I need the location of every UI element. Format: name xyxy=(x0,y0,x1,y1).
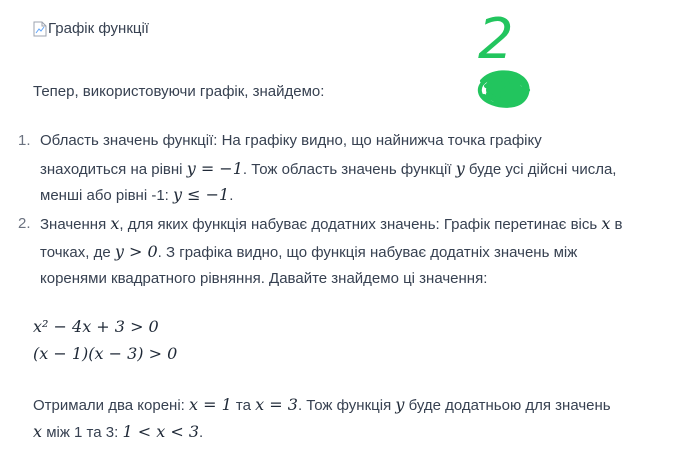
math-inline: y xyxy=(455,159,465,178)
image-alt-text: Графік функції xyxy=(48,20,149,37)
handwritten-digit: 2 xyxy=(478,7,514,72)
math-inline: x xyxy=(601,214,611,233)
math-inline: x = 1 xyxy=(188,395,232,414)
handwritten-annotation xyxy=(470,6,550,116)
equation-1: x² − 4x + 3 > 0 xyxy=(33,317,159,336)
conclusion-line2: x між 1 та 3: 1 < x < 3. xyxy=(33,422,204,441)
math-inline: 1 < x < 3 xyxy=(122,422,199,441)
item2-line3: коренями квадратного рівняння. Давайте знайдемо ці значення: xyxy=(40,270,488,287)
math-inline: y > 0 xyxy=(114,242,158,261)
item1-line3: менші або рівні -1: y ≤ −1. xyxy=(40,185,234,204)
item1-line2: знаходиться на рівні y = −1. Тож область значень функції y буде усі дійсні числа, xyxy=(40,159,617,178)
item1-line1: Область значень функції: На графіку видно, що найнижча точка графіку xyxy=(40,132,542,149)
item2-line2: точках, де y > 0. З графіка видно, що функція набуває додатніх значень між xyxy=(40,242,578,261)
math-inline: y xyxy=(395,395,405,414)
math-inline: x xyxy=(110,214,120,233)
conclusion-line1: Отримали два корені: x = 1 та x = 3. Тож функція y буде додатньою для значень xyxy=(33,395,611,414)
broken-image-icon xyxy=(33,21,47,37)
list-number-1: 1. xyxy=(18,132,31,149)
math-inline: x xyxy=(33,422,43,441)
graph-image-placeholder xyxy=(33,20,149,37)
list-number-2: 2. xyxy=(18,215,31,232)
math-inline: y ≤ −1 xyxy=(173,185,230,204)
equation-2: (x − 1)(x − 3) > 0 xyxy=(33,344,178,363)
item2-line1: Значення x, для яких функція набуває додатних значень: Графік перетинає вісь x в xyxy=(40,214,623,233)
math-inline: y = −1 xyxy=(186,159,243,178)
math-inline: x = 3 xyxy=(255,395,298,414)
intro-text: Тепер, використовуючи графік, знайдемо: xyxy=(33,83,325,100)
scribble-blob xyxy=(480,72,528,105)
